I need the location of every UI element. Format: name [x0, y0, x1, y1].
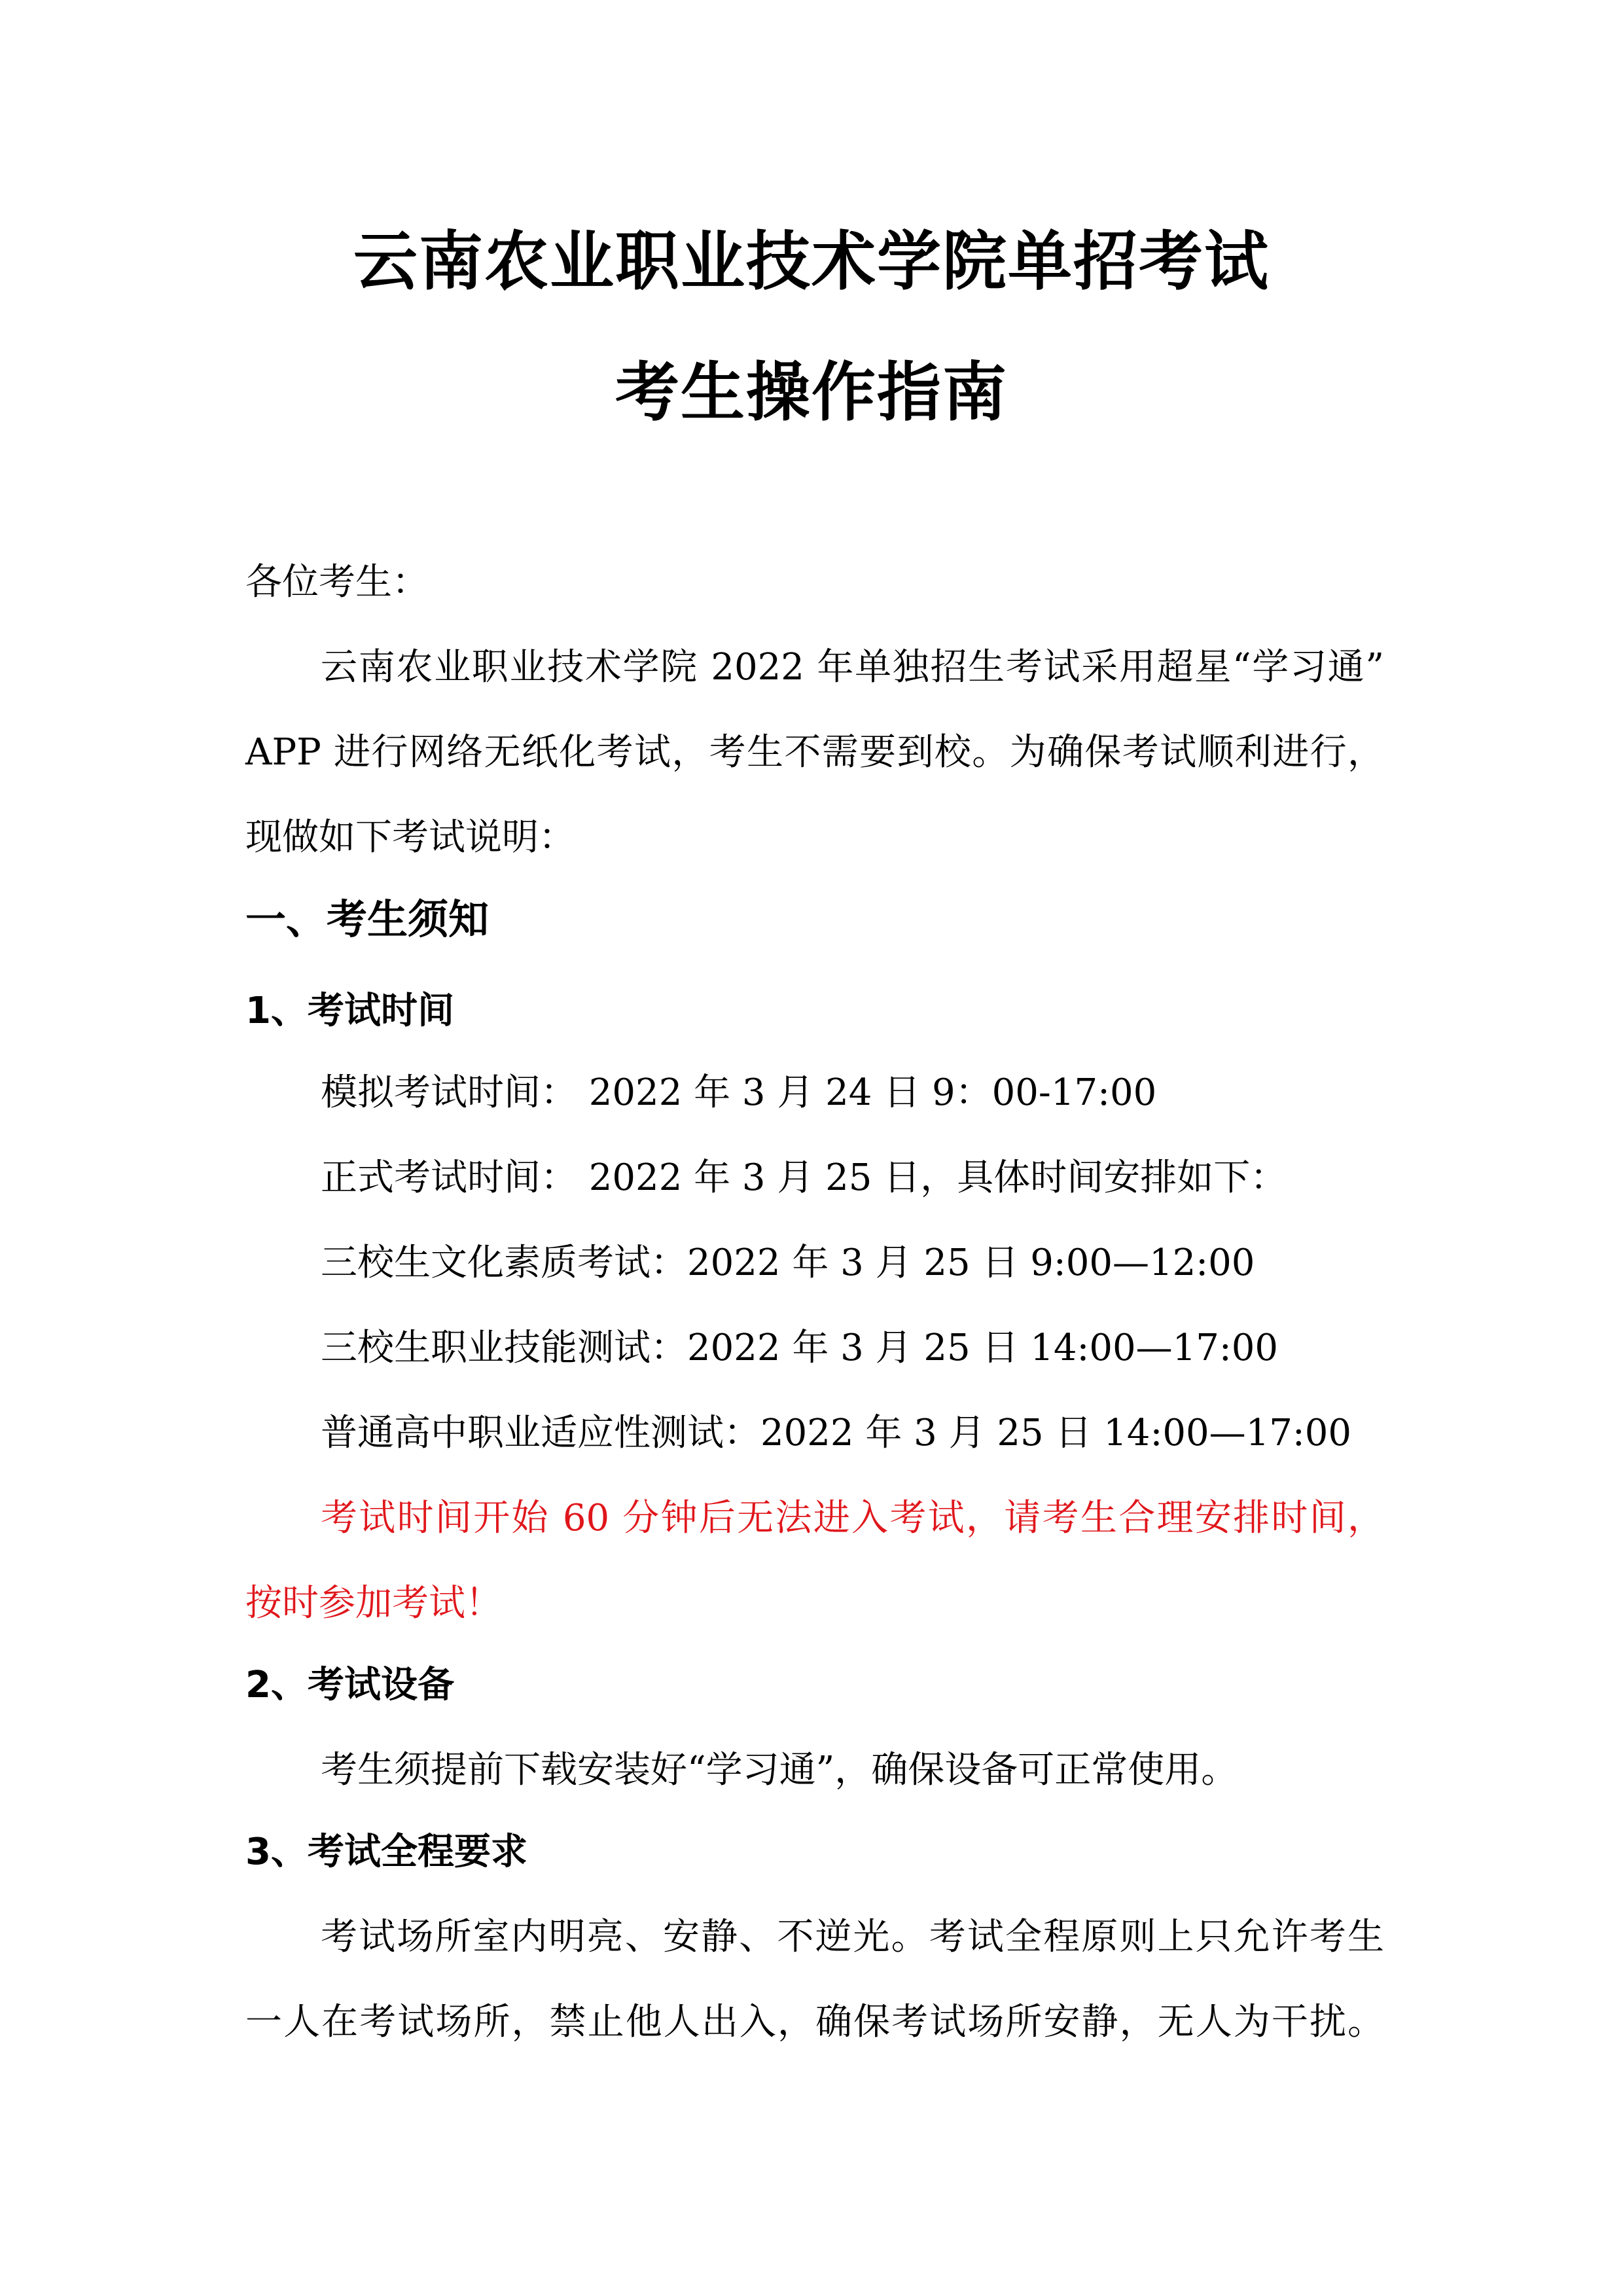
greeting: 各位考生： — [245, 561, 429, 603]
requirements-line-1: 考试场所室内明亮、安静、不逆光。考试全程原则上只允许考生 — [321, 1916, 1384, 1958]
exam-time-line-3: 三校生文化素质考试：2022 年 3 月 25 日 9:00—12:00 — [321, 1242, 1255, 1284]
intro-line-3: 现做如下考试说明： — [245, 816, 575, 859]
exam-device-text: 考生须提前下载安装好“学习通”，确保设备可正常使用。 — [321, 1749, 1238, 1791]
requirements-line-2: 一人在考试场所，禁止他人出入，确保考试场所安静，无人为干扰。 — [245, 2001, 1384, 2043]
warning-line-2: 按时参加考试！ — [245, 1582, 502, 1624]
exam-time-line-5: 普通高中职业适应性测试：2022 年 3 月 25 日 14:00—17:00 — [321, 1412, 1351, 1454]
item-heading-exam-time: 1、考试时间 — [245, 990, 454, 1032]
document-title-line-2: 考生操作指南 — [615, 355, 1008, 430]
item-heading-exam-device: 2、考试设备 — [245, 1664, 454, 1706]
intro-line-2: APP 进行网络无纸化考试，考生不需要到校。为确保考试顺利进行， — [245, 731, 1384, 774]
intro-line-1: 云南农业职业技术学院 2022 年单独招生考试采用超星“学习通” — [321, 646, 1384, 689]
exam-time-line-2: 正式考试时间： 2022 年 3 月 25 日，具体时间安排如下： — [321, 1157, 1287, 1199]
exam-time-line-1: 模拟考试时间： 2022 年 3 月 24 日 9：00-17:00 — [321, 1071, 1157, 1114]
warning-line-1: 考试时间开始 60 分钟后无法进入考试，请考生合理安排时间， — [321, 1497, 1384, 1539]
item-heading-exam-requirements: 3、考试全程要求 — [245, 1831, 527, 1873]
section-heading-1: 一、考生须知 — [245, 895, 490, 943]
document-title-line-1: 云南农业职业技术学院单招考试 — [353, 224, 1270, 299]
exam-time-line-4: 三校生职业技能测试：2022 年 3 月 25 日 14:00—17:00 — [321, 1327, 1278, 1369]
